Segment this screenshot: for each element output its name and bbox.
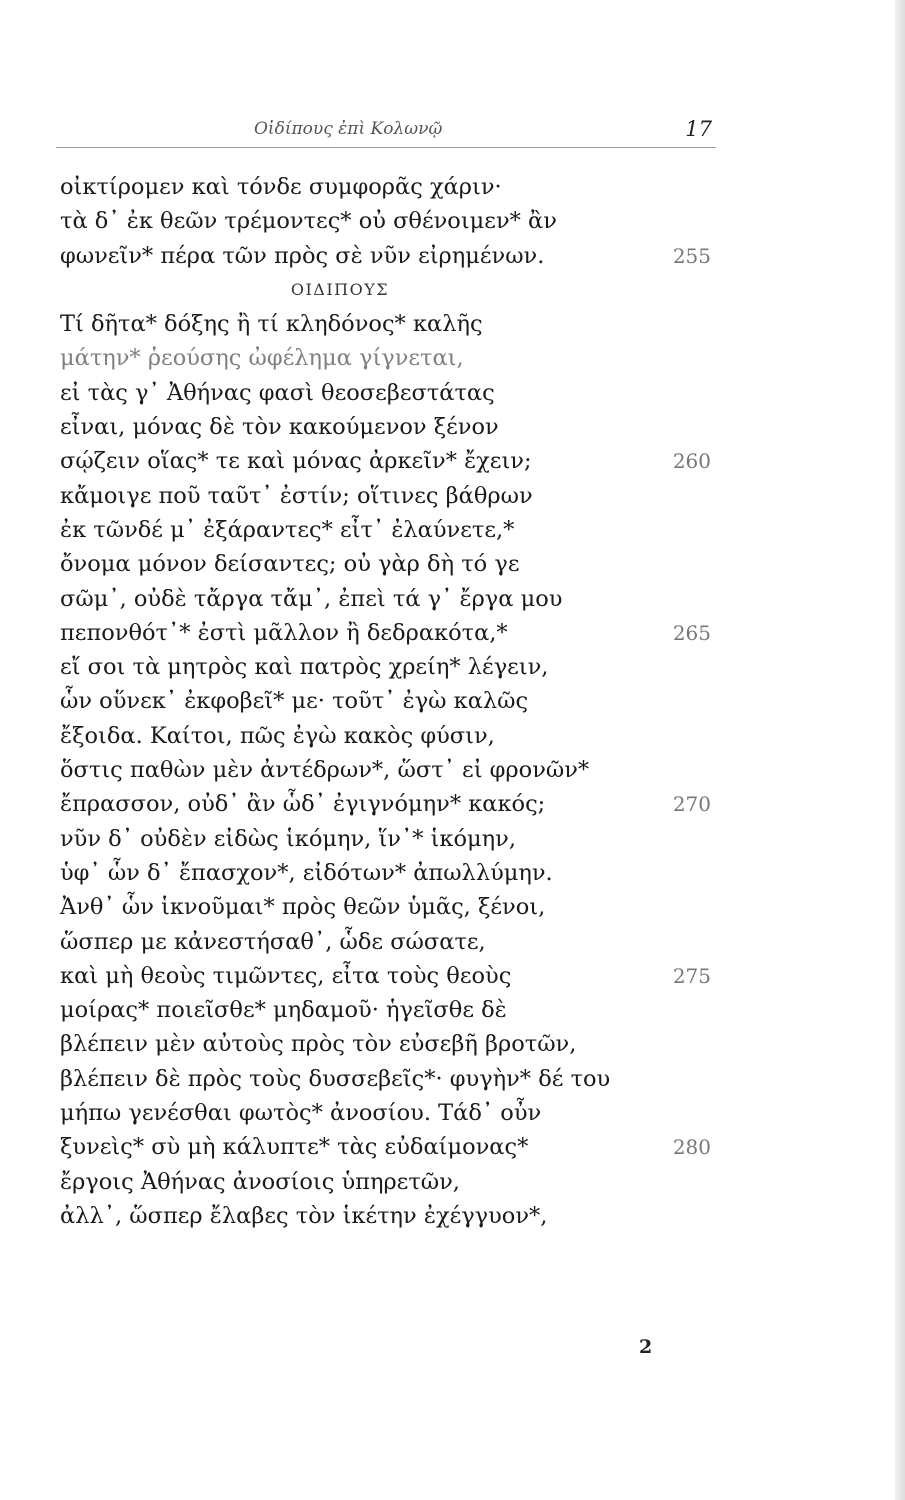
verse-line-text: ὥσπερ με κἀνεστήσαθ᾽, ὧδε σώσατε, bbox=[60, 928, 486, 955]
verse-line bbox=[60, 204, 710, 238]
verse-line-text: ἔξοιδα. Καίτοι, πῶς ἐγὼ κακὸς φύσιν, bbox=[60, 722, 495, 749]
line-number: 280 bbox=[672, 1135, 711, 1160]
line-number: 265 bbox=[672, 620, 711, 645]
verse-line bbox=[60, 582, 710, 616]
verse-line-text: σῴζειν οἵας* τε καὶ μόνας ἀρκεῖν* ἔχειν; bbox=[60, 448, 532, 475]
verse-line-text: βλέπειν μὲν αὐτοὺς πρὸς τὸν εὐσεβῆ βροτῶν, bbox=[60, 1031, 577, 1058]
line-number: 275 bbox=[672, 963, 711, 988]
verse-line-text: ἐκ τῶνδέ μ᾽ ἐξάραντες* εἶτ᾽ ἐλαύνετε,* bbox=[60, 516, 515, 543]
verse-line bbox=[60, 479, 710, 513]
verse-line bbox=[60, 513, 710, 547]
running-header bbox=[56, 117, 716, 148]
verse-line-text: εἴ σοι τὰ μητρὸς καὶ πατρὸς χρείη* λέγειν, bbox=[60, 654, 549, 681]
verse-line bbox=[60, 410, 710, 444]
verse-line bbox=[60, 239, 710, 273]
verse-line bbox=[60, 616, 710, 650]
verse-line bbox=[60, 170, 710, 204]
verse-line-text: τὰ δ᾽ ἐκ θεῶν τρέμοντες* οὐ σθένοιμεν* ἂν bbox=[60, 208, 557, 235]
verse-line-text: Τί δῆτα* δόξης ἢ τί κληδόνος* καλῆς bbox=[60, 311, 483, 338]
verse-line-text: ὑφ᾽ ὧν δ᾽ ἔπασχον*, εἰδότων* ἀπωλλύμην. bbox=[60, 859, 553, 886]
verse-line-text: ξυνεὶς* σὺ μὴ κάλυπτε* τὰς εὐδαίμονας* bbox=[60, 1134, 529, 1161]
verse-line bbox=[60, 547, 710, 581]
verse-line bbox=[60, 959, 710, 993]
verse-line-text: μήπω γενέσθαι φωτὸς* ἀνοσίου. Τάδ᾽ οὖν bbox=[60, 1100, 542, 1127]
verse-line-text: ἀλλ᾽, ὥσπερ ἔλαβες τὸν ἱκέτην ἐχέγγυον*, bbox=[60, 1202, 548, 1229]
verse-line bbox=[60, 822, 710, 856]
verse-line bbox=[60, 684, 710, 718]
verse-line bbox=[60, 925, 710, 959]
verse-line bbox=[60, 1130, 710, 1164]
line-number: 270 bbox=[672, 792, 711, 817]
verse-line bbox=[60, 1165, 710, 1199]
verse-line bbox=[60, 753, 710, 787]
verse-line-text: εἰ τὰς γ᾽ Ἀθήνας φασὶ θεοσεβεστάτας bbox=[60, 379, 495, 406]
line-number: 255 bbox=[672, 243, 711, 268]
verse-line-text: νῦν δ᾽ οὐδὲν εἰδὼς ἱκόμην, ἵν᾽* ἱκόμην, bbox=[60, 825, 516, 852]
running-title: Οἰδίπους ἐπὶ Κολωνῷ bbox=[254, 119, 443, 139]
verse-line-text: ἔπρασσον, οὐδ᾽ ἂν ὧδ᾽ ἐγιγνόμην* κακός; bbox=[60, 791, 546, 818]
speaker-heading bbox=[60, 273, 710, 307]
verse-line bbox=[60, 1199, 710, 1233]
verse-line-text: καὶ μὴ θεοὺς τιμῶντες, εἶτα τοὺς θεοὺς bbox=[60, 962, 512, 989]
verse-line-text: ὧν οὕνεκ᾽ ἐκφοβεῖ* με· τοῦτ᾽ ἐγὼ καλῶς bbox=[60, 688, 529, 715]
verse-line bbox=[60, 1027, 710, 1061]
verse-line-text: ΟΙΔΙΠΟΥΣ bbox=[290, 279, 390, 299]
verse-line bbox=[60, 787, 710, 821]
verse-line bbox=[60, 1096, 710, 1130]
verse-line bbox=[60, 444, 710, 478]
verse-block bbox=[60, 170, 710, 1233]
verse-line bbox=[60, 856, 710, 890]
verse-line bbox=[60, 719, 710, 753]
verse-line bbox=[60, 307, 710, 341]
verse-line bbox=[60, 1062, 710, 1096]
verse-line-text: σῶμ᾽, οὐδὲ τἄργα τἄμ᾽, ἐπεὶ τά γ᾽ ἔργα μου bbox=[60, 585, 563, 612]
verse-line bbox=[60, 890, 710, 924]
page-edge bbox=[895, 0, 905, 1500]
verse-line-text: ὄνομα μόνον δείσαντες; οὐ γὰρ δὴ τό γε bbox=[60, 551, 520, 578]
signature-mark: 2 bbox=[639, 1336, 653, 1358]
verse-line-text: μοίρας* ποιεῖσθε* μηδαμοῦ· ἡγεῖσθε δὲ bbox=[60, 997, 507, 1024]
verse-line bbox=[60, 993, 710, 1027]
verse-line-text: Ἀνθ᾽ ὧν ἱκνοῦμαι* πρὸς θεῶν ὑμᾶς, ξένοι, bbox=[60, 894, 546, 921]
verse-line-text: εἶναι, μόνας δὲ τὸν κακούμενον ξένον bbox=[60, 414, 499, 441]
verse-line-text: ἔργοις Ἀθήνας ἀνοσίοις ὑπηρετῶν, bbox=[60, 1168, 460, 1195]
verse-line bbox=[60, 376, 710, 410]
verse-line-text: μάτην* ῥεούσης ὠφέλημα γίγνεται, bbox=[60, 345, 464, 372]
line-number: 260 bbox=[672, 449, 711, 474]
page-number: 17 bbox=[685, 117, 712, 141]
verse-line bbox=[60, 341, 710, 375]
verse-line-text: βλέπειν δὲ πρὸς τοὺς δυσσεβεῖς*· φυγὴν* δέ του bbox=[60, 1065, 611, 1092]
verse-line bbox=[60, 650, 710, 684]
verse-line-text: φωνεῖν* πέρα τῶν πρὸς σὲ νῦν εἰρημένων. bbox=[60, 242, 545, 269]
verse-line-text: οἰκτίρομεν καὶ τόνδε συμφορᾶς χάριν· bbox=[60, 174, 502, 200]
verse-line-text: κἄμοιγε ποῦ ταῦτ᾽ ἐστίν; οἵτινες βάθρων bbox=[60, 482, 533, 509]
verse-line-text: ὅστις παθὼν μὲν ἀντέδρων*, ὥστ᾽ εἰ φρονῶν* bbox=[60, 757, 590, 784]
verse-line-text: πεπονθότ᾽* ἐστὶ μᾶλλον ἢ δεδρακότα,* bbox=[60, 619, 508, 646]
